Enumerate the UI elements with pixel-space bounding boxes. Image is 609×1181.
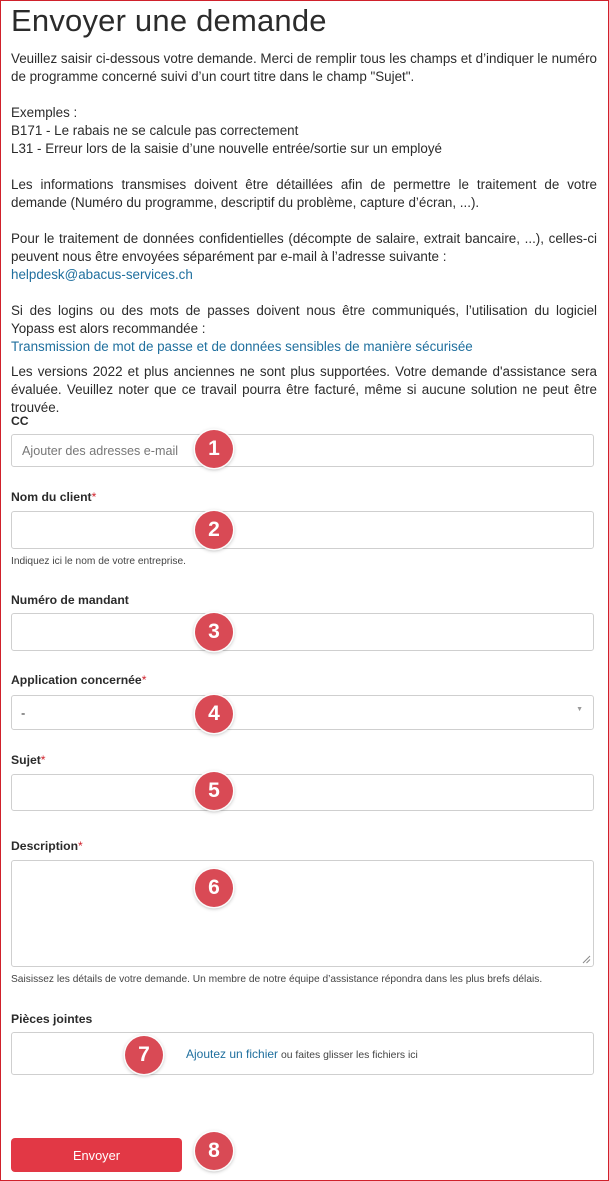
submit-button[interactable]: Envoyer: [11, 1138, 182, 1172]
description-help: Saisissez les détails de votre demande. Un membre de notre équipe d’assistance répondra dans les plus brefs délais.: [11, 974, 543, 985]
cc-placeholder: Ajouter des adresses e-mail: [22, 443, 179, 458]
versions-notice: Les versions 2022 et plus anciennes ne sont plus supportées. Votre demande d'assistance sera évaluée. Veuillez noter que ce travail pourra être facturé, même si aucune solution ne peut être trouvée.: [11, 364, 597, 415]
required-asterisk: *: [141, 673, 147, 687]
attachments-label: Pièces jointes: [11, 1012, 93, 1026]
cc-email-input[interactable]: [11, 434, 594, 467]
example-item: L31 - Erreur lors de la saisie d’une nouvelle entrée/sortie sur un employé: [11, 141, 442, 156]
annotation-marker-4: 4: [195, 695, 233, 733]
intro-text: [11, 50, 597, 417]
annotation-marker-2: 2: [195, 511, 233, 549]
subject-label: Sujet*: [11, 753, 46, 767]
intro-paragraph: Veuillez saisir ci-dessous votre demande. Merci de remplir tous les champs et d’indiquer le numéro de programme concerné suivi d’un court titre dans le champ "Sujet".: [11, 51, 597, 84]
attachment-dropzone[interactable]: [11, 1032, 594, 1075]
intro-paragraph: Pour le traitement de données confidentielles (décompte de salaire, extrait bancaire, ...), celles-ci peuvent nous être envoyées séparément par e-mail à l’adresse suivante :: [11, 231, 597, 264]
example-item: B171 - Le rabais ne se calcule pas correctement: [11, 123, 299, 138]
mandant-number-input[interactable]: [11, 613, 594, 651]
resize-handle-icon[interactable]: [582, 955, 591, 964]
dropdown-caret-icon: ▼: [576, 706, 583, 713]
required-asterisk: *: [40, 753, 46, 767]
application-label: Application concernée*: [11, 673, 147, 687]
client-name-help: Indiquez ici le nom de votre entreprise.: [11, 556, 186, 567]
description-label: Description*: [11, 839, 83, 853]
drop-files-hint: ou faites glisser les fichiers ici: [278, 1049, 418, 1061]
annotation-marker-6: 6: [195, 869, 233, 907]
annotation-marker-8: 8: [195, 1132, 233, 1170]
intro-paragraph: Si des logins ou des mots de passes doivent nous être communiqués, l’utilisation du logiciel Yopass est alors recommandée :: [11, 303, 597, 336]
required-asterisk: *: [78, 839, 83, 853]
subject-input[interactable]: [11, 774, 594, 811]
page-title: Envoyer une demande: [11, 3, 327, 38]
annotation-marker-5: 5: [195, 772, 233, 810]
annotation-marker-3: 3: [195, 613, 233, 651]
description-textarea[interactable]: [11, 860, 594, 967]
application-selected-value: -: [21, 705, 26, 720]
annotation-marker-7: 7: [125, 1036, 163, 1074]
dropzone-text: [186, 1047, 418, 1061]
add-file-link[interactable]: Ajoutez un fichier: [186, 1046, 279, 1061]
yopass-link[interactable]: Transmission de mot de passe et de données sensibles de manière sécurisée: [11, 339, 473, 354]
client-name-input[interactable]: [11, 511, 594, 549]
required-asterisk: *: [91, 490, 97, 504]
intro-paragraph: Les informations transmises doivent être détaillées afin de permettre le traitement de votre demande (Numéro du programme, descriptif du problème, capture d’écran, ...).: [11, 177, 597, 210]
application-select[interactable]: [11, 695, 594, 730]
mandant-number-label: Numéro de mandant: [11, 593, 129, 607]
examples-heading: Exemples :: [11, 105, 78, 120]
client-name-label: Nom du client*: [11, 490, 97, 504]
annotation-marker-1: 1: [195, 430, 233, 468]
helpdesk-email-link[interactable]: helpdesk@abacus-services.ch: [11, 267, 193, 282]
cc-label: CC: [11, 414, 29, 428]
